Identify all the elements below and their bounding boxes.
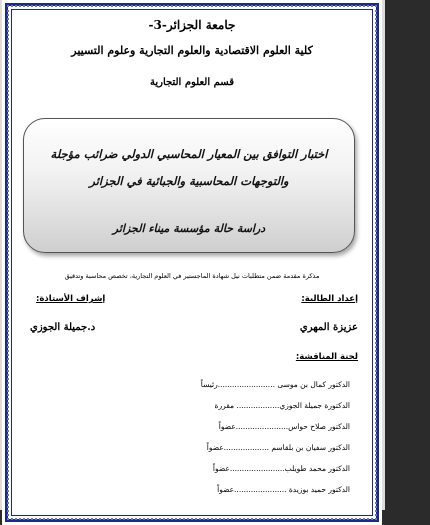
case-study-title: دراسة حالة مؤسسة ميناء الجزائر: [112, 222, 266, 235]
prepared-by-label: إعداد الطالبة:: [301, 294, 358, 304]
thesis-note: مذكرة مقدمة ضمن متطلبات نيل شهادة الماجستير في العلوم التجارية، تخصص محاسبة وتدقيق: [64, 272, 320, 280]
department-name: قسم العلوم التجارية: [150, 77, 234, 88]
committee-label: لجنة المناقشة:: [295, 352, 358, 362]
committee-member: الدكتور سفيان بن بلقاسم ...................عضواً: [206, 443, 350, 452]
supervisor-name: د.جميلة الجوزي: [30, 322, 96, 333]
document-page: [2, 0, 382, 525]
committee-member: الدكتور حميد بوزيدة ......................عضواً: [217, 485, 350, 494]
student-name: عزيزة المهري: [299, 322, 358, 333]
thesis-title-line1: اختبار التوافق بين المعيار المحاسبي الدولي ضرائب مؤجلة: [50, 147, 328, 161]
committee-member: الدكتورة جميلة الجوزي.................. مقررة: [214, 401, 350, 410]
committee-member: الدكتور كمال بن موسى ........................رئيساً: [200, 380, 350, 389]
viewer-side-panel: [385, 0, 430, 510]
committee-member: الدكتور محمد طويلب.......................عضواً: [212, 464, 350, 473]
thesis-title-line2: والتوجهات المحاسبية والجبائية في الجزائر: [89, 174, 289, 188]
university-name: جامعة الجزائر-3-: [148, 18, 236, 32]
supervisor-label: إشراف الأستاذة:: [36, 294, 106, 304]
faculty-name: كلية العلوم الاقتصادية والعلوم التجارية وعلوم التسيير: [71, 44, 313, 57]
committee-member: الدكتور صلاح حواس......................عضواً: [218, 422, 350, 431]
thesis-title-box: [23, 118, 355, 253]
committee-list: [110, 374, 350, 500]
